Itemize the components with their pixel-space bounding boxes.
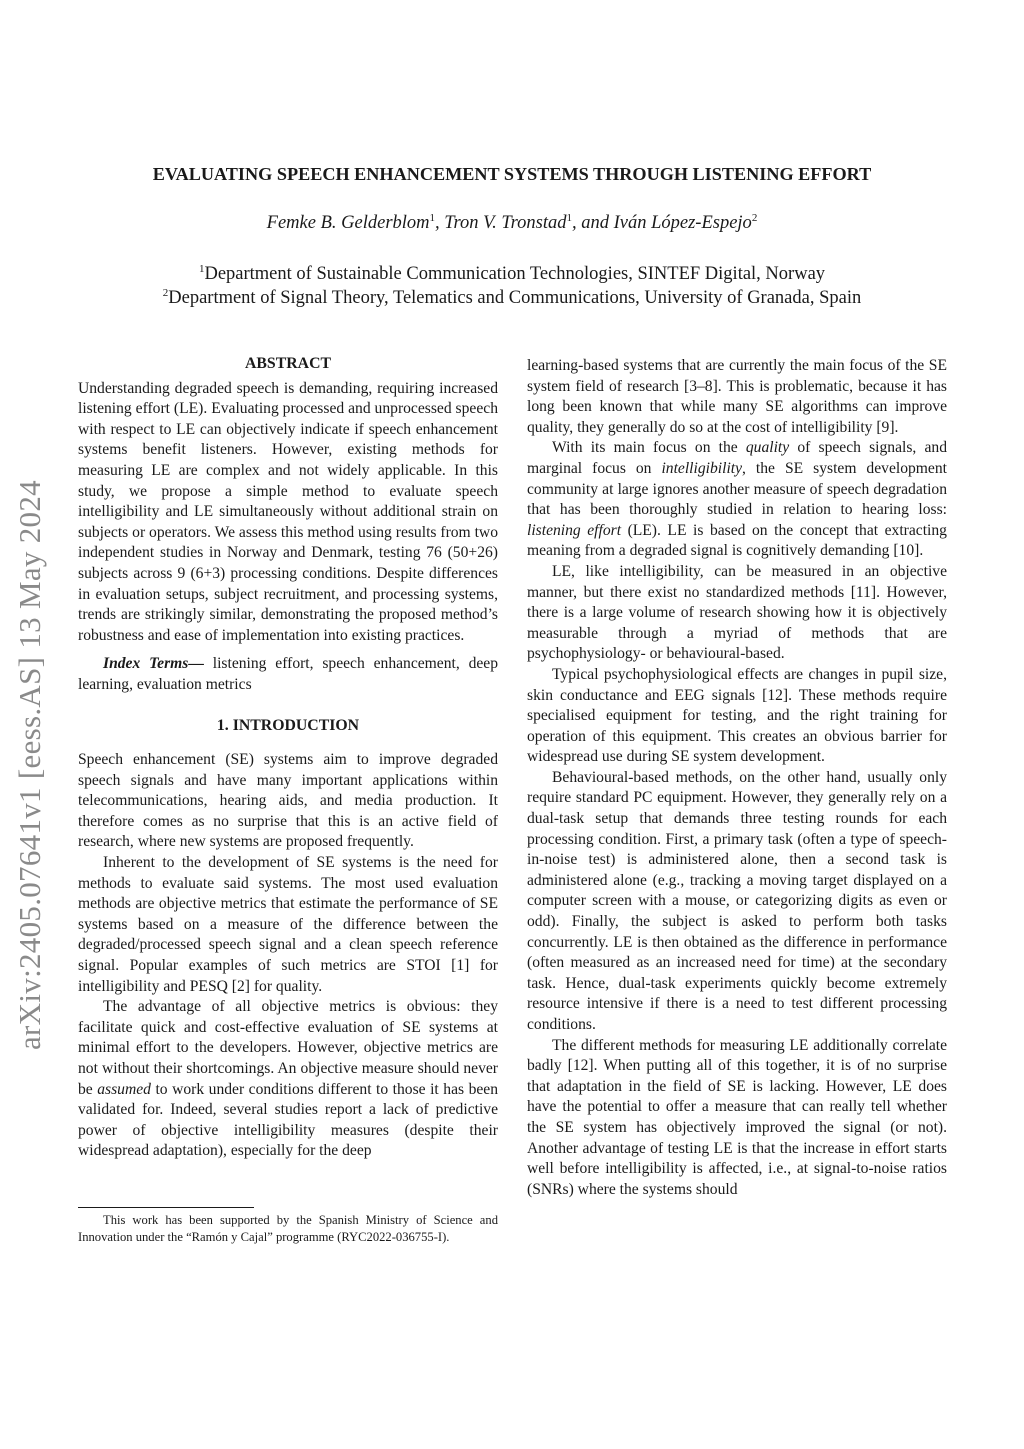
intro-paragraph-3-continued: learning-based systems that are currently the main focus of the SE system field of research [3–8]. This is problematic, because it has long been known that while many SE algorithms can improve quality, they generally do so at the cost of intelligibility [9]. (527, 357, 947, 436)
text-run: (LE). LE is based on the concept that extracting meaning from a degraded signal is cognitively demanding [10]. (527, 521, 947, 560)
text-run: to work under conditions different to those it has been validated for. Indeed, several studies report a lack of predictive power of objective intelligibility measures (despite their widespread adaptation), especially for the deep (78, 1080, 499, 1160)
index-terms (78, 654, 498, 695)
affiliation (0, 286, 1024, 310)
index-terms-label: Index Terms— (103, 655, 204, 673)
affiliation (0, 262, 1024, 286)
abstract-text: Understanding degraded speech is demanding, requiring increased listening effort (LE). Evaluating processed and unprocessed speech with respect to LE can objectively indicate if speech enhancement systems benefit listeners. However, existing methods for measuring LE are complex and not widely applicable. In this study, we propose a simple method to evaluate speech intelligibility and LE simultaneously without additional strain on subjects or operators. We assess this method using results from two independent studies in Norway and Denmark, testing 76 (50+26) subjects across 9 (6+3) processing conditions. Despite differences in evaluation setups, subject recruitment, and processing systems, trends are strikingly similar, demonstrating the proposed method’s robustness and ease of implementation into existing practices. (78, 379, 498, 644)
emphasis: intelligibility (661, 459, 743, 477)
text-run: , the SE system development community at large ignores another measure of speech degradation that has been thoroughly studied in relation to hearing loss: (527, 459, 947, 519)
intro-paragraph-3 (78, 997, 498, 1162)
intro-paragraph-2: Inherent to the development of SE systems is the need for methods to evaluate said systems. The most used evaluation methods are objective metrics that estimate the performance of SE systems based on a measure of the difference between the degraded/processed speech signal and a clean speech reference signal. Popular examples of such metrics are STOI [1] for intelligibility and PESQ [2] for quality. (78, 854, 498, 995)
intro-paragraph-7: Behavioural-based methods, on the other hand, usually only require standard PC equipment. However, they generally rely on a dual-task setup that demands three testing rounds for each processing condition. First, a primary task (often a type of speech-in-noise test) is administered alone, then a second task is administered alone (e.g., tracking a moving target displayed on a computer screen with a mouse, or categorizing digits as even or odd). Finally, the subject is asked to perform both tasks concurrently. LE is then obtained as the difference in performance (often measured as an increased need for time) at the secondary task. Hence, dual-task experiments quickly become extremely resource intensive if there is a need to test different processing conditions. (527, 768, 947, 1033)
author-name: Femke B. Gelderblom (266, 213, 430, 233)
left-column (78, 354, 498, 1162)
affil-number: 2 (162, 286, 169, 299)
author-list (0, 213, 1024, 234)
emphasis: assumed (97, 1080, 151, 1098)
text-run: The advantage of all objective metrics is obvious: they facilitate quick and cost-effective evaluation of SE systems at minimal effort to the developers. However, objective metrics are not without their shortcomings. An objective measure should never be (78, 998, 498, 1098)
intro-paragraph-4 (527, 438, 947, 562)
affil-text: Department of Sustainable Communication Technologies, SINTEF Digital, Norway (204, 264, 826, 284)
paper-title: EVALUATING SPEECH ENHANCEMENT SYSTEMS THROUGH LISTENING EFFORT (152, 164, 872, 184)
emphasis: quality (745, 439, 790, 457)
author-separator: , and (571, 213, 614, 233)
index-terms-text: listening effort, speech enhancement, deep learning, evaluation metrics (78, 655, 499, 693)
right-column (527, 356, 947, 1200)
footnote (78, 1212, 498, 1246)
author-name: Tron V. Tronstad (444, 213, 567, 233)
author-name: Iván López-Espejo (613, 213, 752, 233)
author-affil-mark: 2 (751, 211, 758, 224)
intro-paragraph-8: The different methods for measuring LE additionally correlate badly [12]. When putting all of this together, it is of no surprise that adaptation in the field of SE is lacking. However, LE does have the potential to offer a measure that can really tell whether the SE system has objectively improved the signal (or not). Another advantage of testing LE is that the increase in effort starts well before intelligibility is affected, i.e., at signal-to-noise ratios (SNRs) where the systems should (527, 1036, 947, 1198)
emphasis: listening effort (527, 521, 622, 539)
author-affil-mark: 1 (429, 211, 436, 224)
section-heading-introduction: 1. INTRODUCTION (216, 716, 360, 734)
author-affil-mark: 1 (566, 211, 572, 224)
intro-paragraph-1: Speech enhancement (SE) systems aim to improve degraded speech signals and have many important applications within telecommunications, hearing aids, and media production. It therefore comes as no surprise that this is an active field of research, where new systems are proposed frequently. (78, 751, 498, 851)
affil-number: 1 (198, 262, 205, 275)
author-separator: , (435, 213, 445, 233)
intro-paragraph-6: Typical psychophysiological effects are changes in pupil size, skin conductance and EEG signals [12]. These methods require specialised equipment for testing, and the right training for operation of this equipment. This creates an obvious barrier for widespread use during SE system development. (527, 665, 947, 766)
footnote-text: This work has been supported by the Spanish Ministry of Science and Innovation under the “Ramón y Cajal” programme (RYC2022-036755-I). (78, 1213, 498, 1244)
footnote-rule (78, 1207, 254, 1208)
abstract-heading: ABSTRACT (244, 355, 332, 372)
arxiv-stamp: arXiv:2405.07641v1 [eess.AS] 13 May 2024 (12, 480, 47, 1050)
intro-paragraph-5: LE, like intelligibility, can be measured in an objective manner, but there exist no standardized methods [11]. However, there is a large volume of research showing how it is objectively measurable through a myriad of methods that are psychophysiology- or behavioural-based. (527, 562, 947, 663)
text-run: of speech signals, and marginal focus on (527, 439, 947, 477)
affil-text: Department of Signal Theory, Telematics and Communications, University of Granada, Spain (168, 288, 862, 308)
text-run: With its main focus on the (552, 439, 746, 457)
affiliations (0, 262, 1024, 310)
